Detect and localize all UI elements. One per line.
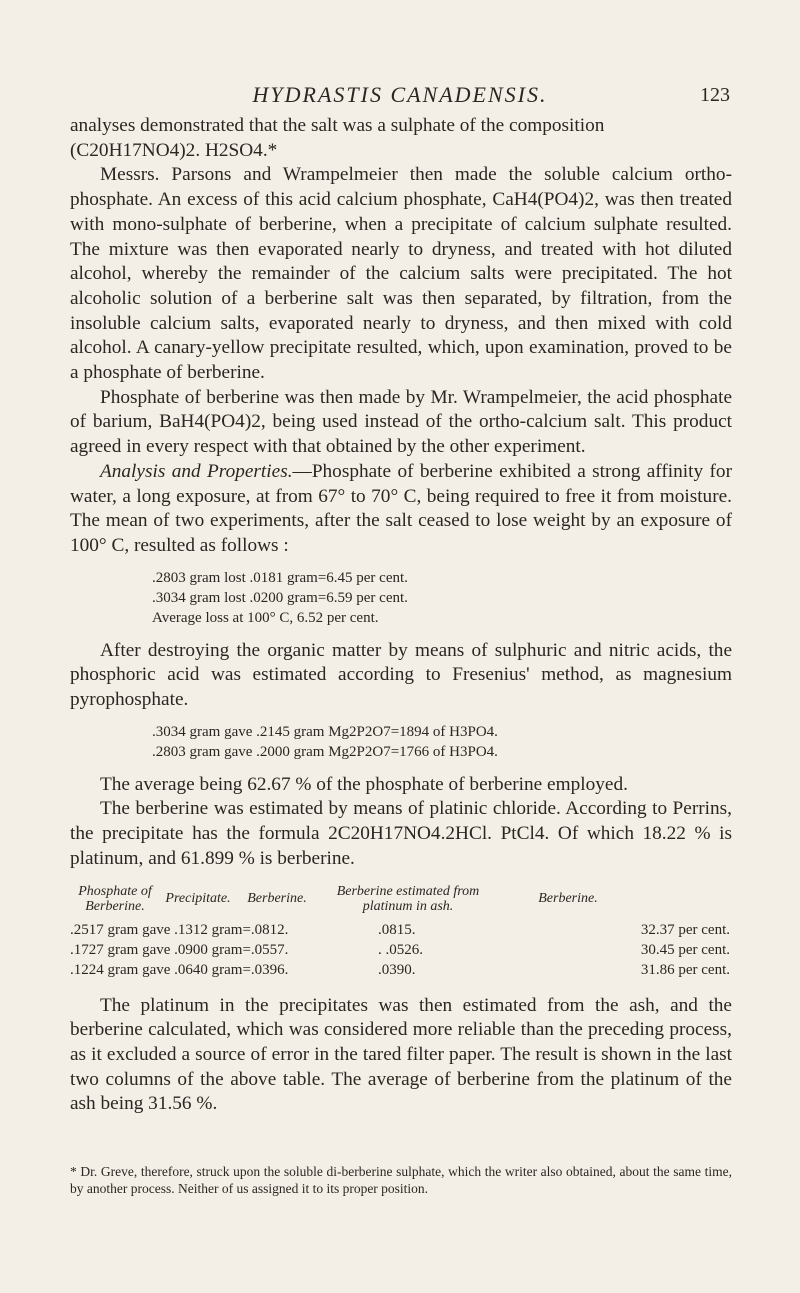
col-berberine-ash: Berberine estimated from platinum in ash. <box>336 883 480 914</box>
pyrophosphate-results <box>70 722 732 762</box>
table-header <box>70 884 732 914</box>
footnote: * Dr. Greve, therefore, struck upon the soluble di-berberine sulphate, which the writer also obtained, about the same time, by another process. Neither of us assigned it to its proper position. <box>70 1164 732 1196</box>
col-phosphate: Phosphate of Berberine. <box>78 883 152 914</box>
section-heading: Analysis and Properties. <box>100 460 293 482</box>
page-number: 123 <box>700 84 730 106</box>
table-row <box>70 920 732 940</box>
col-precipitate: Precipitate. <box>165 891 231 907</box>
paragraph-6: The average being 62.67 % of the phosphate of berberine employed. <box>100 773 628 795</box>
page-header <box>0 82 800 112</box>
row-pct: 30.45 per cent. <box>640 941 730 958</box>
platinum-table <box>70 884 732 980</box>
paragraph-5: After destroying the organic matter by means of sulphuric and nitric acids, the phosphoric acid was estimated according to Fresenius' method, as magnesium pyrophosphate. <box>70 639 732 711</box>
row-ash: .0815. <box>378 921 416 938</box>
loss-average: Average loss at 100° C, 6.52 per cent. <box>152 609 379 626</box>
row-main: .1727 gram gave .0900 gram=.0557. <box>70 941 289 958</box>
row-main: .1224 gram gave .0640 gram=.0396. <box>70 961 289 978</box>
paragraph-4 <box>70 460 732 559</box>
table-row <box>70 960 732 980</box>
row-ash: . .0526. <box>378 941 423 958</box>
pyro-line-1: .3034 gram gave .2145 gram Mg2P2O7=1894 of H3PO4. <box>152 723 498 740</box>
row-pct: 31.86 per cent. <box>640 961 730 978</box>
loss-results <box>70 568 732 628</box>
col-berberine: Berberine. <box>247 891 307 907</box>
body-text <box>70 114 732 1117</box>
paragraph-7: The berberine was estimated by means of platinic chloride. According to Perrins, the precipitate has the formula 2C20H17NO4.2HCl. PtCl4. Of which 18.22 % is platinum, and 61.899 % is berberine. <box>70 798 732 869</box>
paragraph-3: Phosphate of berberine was then made by Mr. Wrampelmeier, the acid phosphate of barium, BaH4(PO4)2, being used instead of the ortho-calcium salt. This product agreed in every respect with that obtained by the other experiment. <box>70 386 732 458</box>
paragraph-4-text: —Phosphate of berberine exhibited a strong affinity for water, a long exposure, at from 67° to 70° C, being required to free it from moisture. The mean of two experiments, after the salt ceased to lose weight by an exposure of 100° C, resulted as follows : <box>70 460 732 556</box>
row-pct: 32.37 per cent. <box>640 921 730 938</box>
table-row <box>70 940 732 960</box>
pyro-line-2: .2803 gram gave .2000 gram Mg2P2O7=1766 of H3PO4. <box>152 743 498 760</box>
paragraph-2: Messrs. Parsons and Wrampelmeier then made the soluble calcium ortho-phosphate. An excess of this acid calcium phosphate, CaH4(PO4)2, was then treated with mono-sulphate of berberine, when a precipitate of calcium sulphate resulted. The mixture was then evaporated nearly to dryness, and treated with hot diluted alcohol, whereby the remainder of the calcium salts were precipitated. The hot alcoholic solution of a berberine salt was then separated, by filtration, from the insoluble calcium salts, evaporated nearly to dryness, and then mixed with cold alcohol. A canary-yellow precipitate resulted, which, upon examination, proved to be a phosphate of berberine. <box>70 164 732 384</box>
paragraph-8: The platinum in the precipitates was then estimated from the ash, and the berberine calculated, which was considered more reliable than the preceding process, as it excluded a source of error in the tared filter paper. The result is shown in the last two columns of the above table. The average of berberine from the platinum of the ash being 31.56 %. <box>70 994 732 1115</box>
loss-line-1: .2803 gram lost .0181 gram=6.45 per cent. <box>152 569 408 586</box>
loss-line-2: .3034 gram lost .0200 gram=6.59 per cent. <box>152 589 408 606</box>
paragraph-1: analyses demonstrated that the salt was a sulphate of the composition <box>70 115 605 136</box>
row-ash: .0390. <box>378 961 416 978</box>
sulphate-formula: (C20H17NO4)2. H2SO4.* <box>70 139 278 161</box>
col-berberine-pct: Berberine. <box>538 891 598 907</box>
running-title: HYDRASTIS CANADENSIS. <box>252 82 548 107</box>
row-main: .2517 gram gave .1312 gram=.0812. <box>70 921 289 938</box>
